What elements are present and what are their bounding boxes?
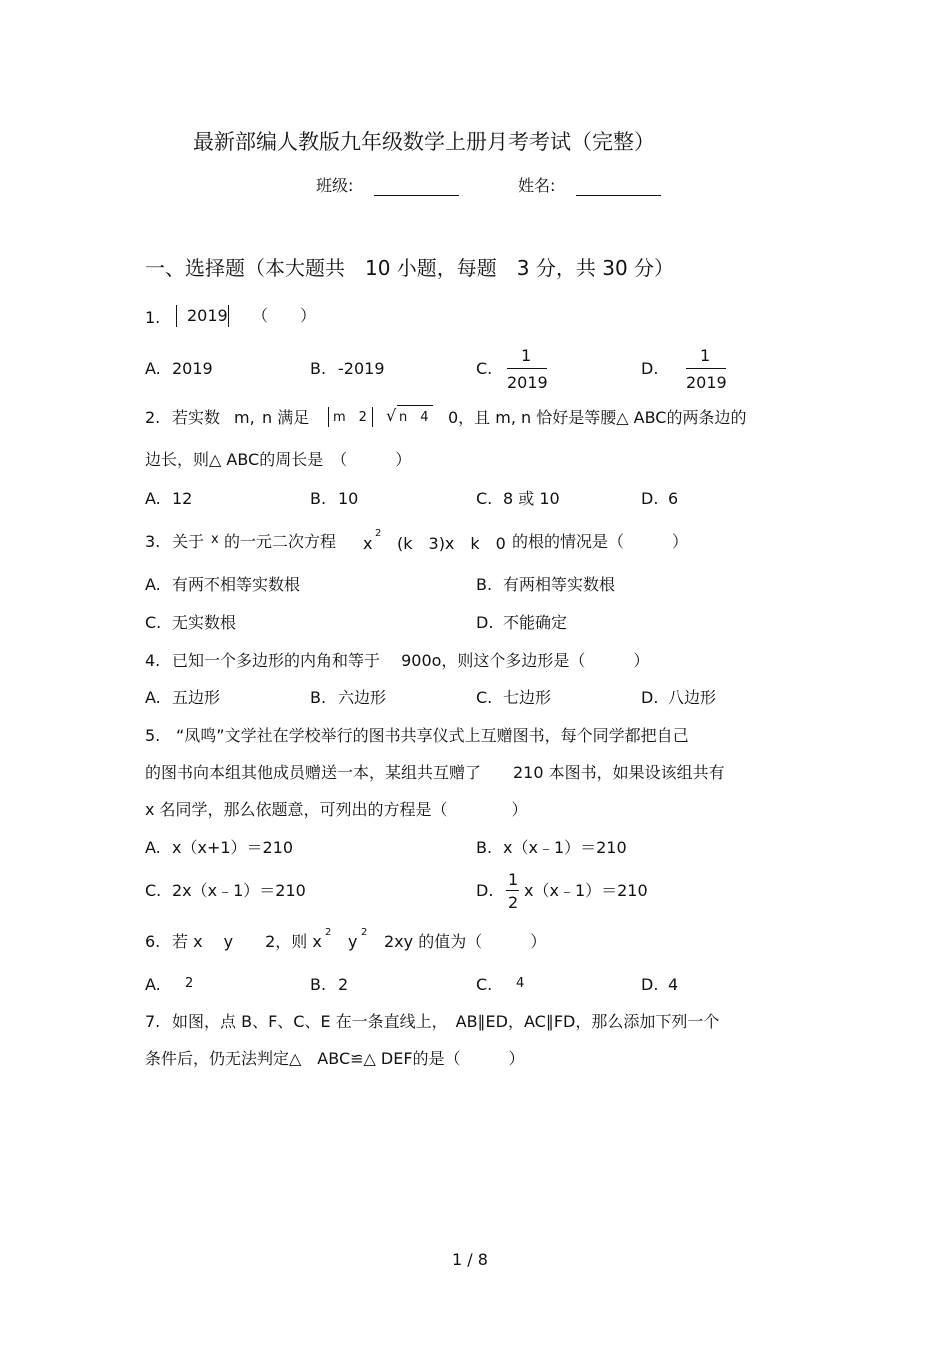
- q1-option-d-letter: D.: [641, 359, 659, 378]
- q2-text-1: 若实数: [172, 408, 221, 427]
- q2-option-c-letter: C.: [476, 489, 493, 508]
- q3-option-c: 无实数根: [172, 613, 237, 632]
- q3-number: 3.: [145, 532, 161, 551]
- q1-value: 2019: [187, 306, 228, 325]
- q2-option-a: 12: [172, 489, 193, 508]
- q3-exponent: 2: [375, 528, 382, 539]
- q7-text-line2: 条件后，仍无法判定△ ABC≌△ DEF的是（ ）: [145, 1049, 525, 1068]
- q5-option-d-numerator: 1: [508, 870, 519, 889]
- q3-text-3: 的根的情况是（ ）: [512, 532, 689, 551]
- q3-option-a: 有两不相等实数根: [172, 575, 301, 594]
- q2-n: n 满足: [262, 408, 310, 427]
- q4-option-a-letter: A.: [145, 688, 161, 707]
- q5-option-d: x（x﹣1）＝210: [524, 881, 648, 900]
- q1-option-c-numerator: 1: [521, 346, 532, 365]
- q1-option-d-denominator: 2019: [686, 373, 727, 392]
- q2-sqrt-expr: n 4: [399, 410, 429, 425]
- q3-x2: x: [363, 534, 373, 553]
- q2-option-d: 6: [668, 489, 679, 508]
- q6-text-1: 若 x y 2，则 x: [172, 932, 322, 951]
- q6-option-d-letter: D.: [641, 975, 659, 994]
- q4-option-d: 八边形: [668, 688, 717, 707]
- q6-option-c-letter: C.: [476, 975, 493, 994]
- q2-text-line2: 边长，则△ ABC的周长是 （ ）: [145, 450, 412, 469]
- q6-option-b: 2: [338, 975, 349, 994]
- q6-text-3: 2xy 的值为（ ）: [368, 932, 547, 951]
- q4-text: 已知一个多边形的内角和等于 900o，则这个多边形是（ ）: [172, 651, 650, 670]
- q5-number: 5.: [145, 726, 161, 745]
- q4-option-c: 七边形: [503, 688, 552, 707]
- q5-option-c: 2x（x﹣1）＝210: [172, 881, 306, 900]
- q1-number: 1.: [145, 308, 161, 327]
- class-label: 班级:: [316, 176, 354, 195]
- q2-sqrt-bar: [397, 405, 433, 406]
- q3-text-1: 关于: [172, 532, 205, 551]
- q4-option-a: 五边形: [172, 688, 221, 707]
- q5-option-b-letter: B.: [476, 838, 493, 857]
- q6-option-a-letter: A.: [145, 975, 161, 994]
- name-label: 姓名:: [518, 176, 556, 195]
- q5-option-d-fraction-bar: [506, 890, 519, 891]
- q5-option-a-letter: A.: [145, 838, 161, 857]
- q6-exponent-1: 2: [325, 927, 332, 938]
- q3-option-c-letter: C.: [145, 613, 162, 632]
- name-blank: [576, 195, 661, 196]
- q3-text-2: 的一元二次方程: [224, 532, 337, 551]
- section-heading: 一、选择题（本大题共 10 小题，每题 3 分，共 30 分）: [145, 256, 675, 280]
- q5-option-c-letter: C.: [145, 881, 162, 900]
- q5-text-line2: 的图书向本组其他成员赠送一本，某组共互赠了 210 本图书，如果设该组共有: [145, 763, 725, 782]
- q4-option-c-letter: C.: [476, 688, 493, 707]
- q1-option-c-denominator: 2019: [507, 373, 548, 392]
- q1-option-d-numerator: 1: [700, 346, 711, 365]
- q2-option-b: 10: [338, 489, 359, 508]
- q1-option-b-letter: B.: [310, 359, 327, 378]
- q1-option-c-letter: C.: [476, 359, 493, 378]
- q5-option-d-letter: D.: [476, 881, 494, 900]
- q2-abs-bar-left: [328, 407, 329, 427]
- q1-option-b: -2019: [338, 359, 385, 378]
- q4-option-b-letter: B.: [310, 688, 327, 707]
- q3-equation: (k 3)x k 0: [397, 534, 506, 553]
- q2-number: 2.: [145, 408, 161, 427]
- q4-number: 4.: [145, 651, 161, 670]
- q6-option-a: 2: [185, 976, 194, 991]
- q5-option-b: x（x﹣1）＝210: [503, 838, 627, 857]
- q1-abs-bar-right: [228, 305, 229, 327]
- q1-option-c-fraction-bar: [507, 368, 547, 369]
- q2-option-a-letter: A.: [145, 489, 161, 508]
- q3-option-d-letter: D.: [476, 613, 494, 632]
- q3-option-b: 有两相等实数根: [503, 575, 616, 594]
- q2-option-b-letter: B.: [310, 489, 327, 508]
- q2-text-2: 0，且 m, n 恰好是等腰△ ABC的两条边的: [448, 408, 747, 427]
- q3-option-d: 不能确定: [503, 613, 568, 632]
- q4-option-d-letter: D.: [641, 688, 659, 707]
- q2-abs-expr: m 2: [333, 410, 367, 425]
- page-title: 最新部编人教版九年级数学上册月考考试（完整）: [193, 130, 655, 154]
- q2-abs-bar-right: [372, 407, 373, 427]
- q4-option-b: 六边形: [338, 688, 387, 707]
- q3-x: x: [211, 532, 219, 547]
- q1-abs-bar-left: [176, 305, 177, 327]
- q2-option-c: 8 或 10: [503, 489, 560, 508]
- q6-option-c: 4: [516, 976, 525, 991]
- q1-option-a-letter: A.: [145, 359, 161, 378]
- q3-option-b-letter: B.: [476, 575, 493, 594]
- q5-text-line3: x 名同学，那么依题意，可列出的方程是（ ）: [145, 800, 528, 819]
- q7-text-line1: 如图，点 B、F、C、E 在一条直线上， AB∥ED，AC∥FD，那么添加下列一个: [172, 1012, 720, 1031]
- q2-sqrt-sign: √: [386, 406, 397, 425]
- q6-option-b-letter: B.: [310, 975, 327, 994]
- q1-option-a: 2019: [172, 359, 213, 378]
- q6-number: 6.: [145, 932, 161, 951]
- q6-text-2: y: [332, 932, 358, 951]
- q1-option-d-fraction-bar: [686, 368, 726, 369]
- q5-option-a: x（x+1）＝210: [172, 838, 294, 857]
- q2-option-d-letter: D.: [641, 489, 659, 508]
- q6-option-d: 4: [668, 975, 679, 994]
- q6-exponent-2: 2: [361, 927, 368, 938]
- q3-option-a-letter: A.: [145, 575, 161, 594]
- q1-paren: （ ）: [252, 306, 317, 325]
- page-number: 1 / 8: [452, 1250, 488, 1269]
- q2-m: m,: [234, 408, 255, 427]
- q5-text-line1: “凤鸣”文学社在学校举行的图书共享仪式上互赠图书，每个同学都把自己: [176, 726, 689, 745]
- q7-number: 7.: [145, 1012, 161, 1031]
- class-blank: [374, 195, 459, 196]
- q5-option-d-denominator: 2: [508, 893, 519, 912]
